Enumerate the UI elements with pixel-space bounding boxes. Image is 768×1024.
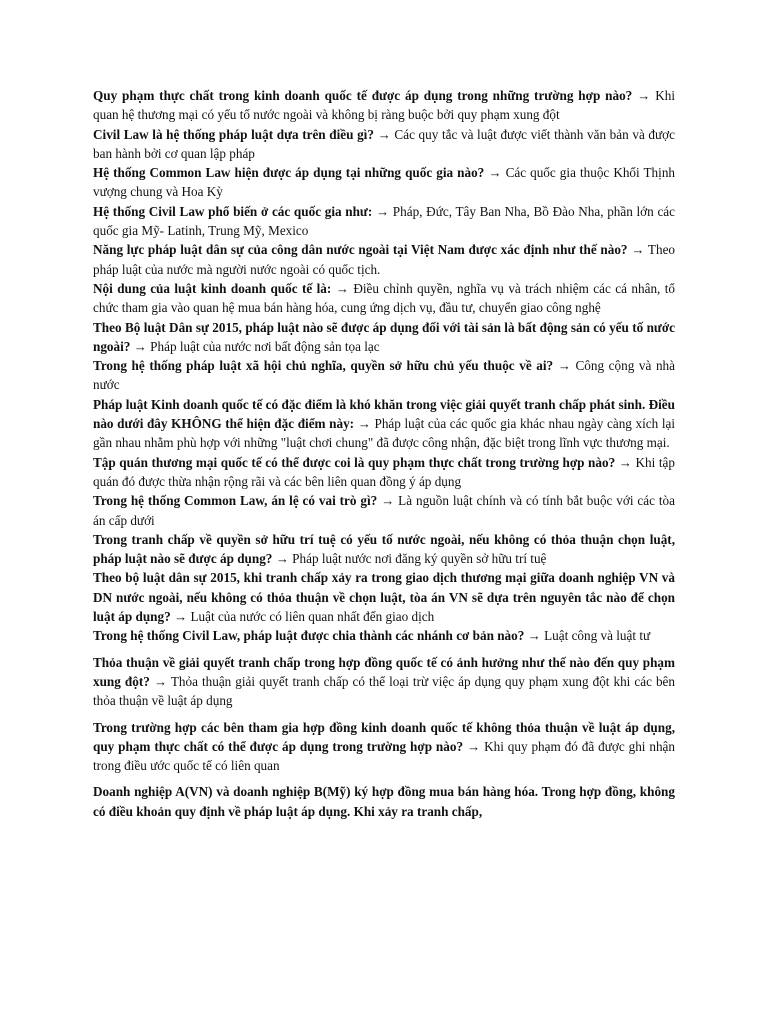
question-text: Năng lực pháp luật dân sự của công dân nước ngoài tại Việt Nam được xác định như thế nào?	[93, 242, 628, 258]
qa-item	[93, 163, 675, 202]
qa-item	[93, 491, 675, 530]
qa-item	[93, 568, 675, 626]
question-text: Theo bộ luật dân sự 2015, khi tranh chấp xảy ra trong giao dịch thương mại giữa doanh nghiệp VN và DN nước ngoài, nếu không có thỏa thuận về chọn luật, tòa án VN sẽ dựa trên nguyên tắc nào để chọn luật áp dụng?	[93, 570, 675, 625]
question-text: Nội dung của luật kinh doanh quốc tế là:	[93, 280, 332, 296]
qa-item	[93, 530, 675, 569]
question-text: Trong hệ thống pháp luật xã hội chủ nghĩa, quyền sở hữu chủ yếu thuộc về ai?	[93, 358, 554, 374]
answer-text: → Điều chỉnh quyền, nghĩa vụ và trách nhiệm các cá nhân, tổ chức tham gia vào quan hệ mua bán hàng hóa, cung ứng dịch vụ, đầu tư, chuyển giao công nghệ	[93, 280, 675, 316]
answer-text: → Pháp, Đức, Tây Ban Nha, Bồ Đào Nha, phần lớn các quốc gia Mỹ- Latinh, Trung Mỹ, Mexico	[93, 203, 676, 239]
question-text: Trong hệ thống Common Law, án lệ có vai trò gì?	[93, 493, 378, 509]
question-text: Thỏa thuận về giải quyết tranh chấp trong hợp đồng quốc tế có ảnh hưởng như thế nào đến quy phạm xung đột?	[93, 654, 675, 689]
qa-item	[93, 453, 675, 492]
question-text: Quy phạm thực chất trong kinh doanh quốc tế được áp dụng trong những trường hợp nào?	[93, 88, 633, 103]
question-text: Hệ thống Common Law hiện được áp dụng tại những quốc gia nào?	[93, 165, 485, 181]
answer-text: → Khi tập quán đó được thừa nhận rộng rãi và các bên liên quan đồng ý áp dụng	[93, 454, 675, 489]
question-text: Tập quán thương mại quốc tế có thể được coi là quy phạm thực chất trong trường hợp nào?	[93, 454, 616, 470]
answer-text: → Thỏa thuận giải quyết tranh chấp có thể loại trừ việc áp dụng quy phạm xung đột khi các bên thỏa thuận về luật áp dụng	[93, 673, 675, 709]
answer-text: → Theo pháp luật của nước mà người nước ngoài có quốc tịch.	[93, 242, 676, 277]
qa-item	[93, 653, 675, 711]
qa-item	[93, 125, 675, 164]
question-text: Pháp luật Kinh doanh quốc tế có đặc điểm là khó khăn trong việc giải quyết tranh chấp phát sinh. Điều nào dưới đây KHÔNG thể hiện đặc điểm này:	[93, 396, 675, 432]
document-body	[93, 86, 675, 821]
qa-item	[93, 626, 675, 645]
answer-text: → Luật của nước có liên quan nhất đến giao dịch	[174, 609, 435, 625]
qa-item	[93, 240, 675, 279]
answer-text: → Pháp luật của nước nơi bất động sản tọa lạc	[133, 338, 380, 354]
answer-text: → Khi quan hệ thương mại có yếu tố nước ngoài và không bị ràng buộc bởi quy phạm xung đột	[93, 88, 675, 123]
qa-item	[93, 782, 675, 821]
qa-item	[93, 718, 675, 776]
question-text: Trong tranh chấp về quyền sở hữu trí tuệ có yếu tố nước ngoài, nếu không có thỏa thuận chọn luật, pháp luật nào sẽ được áp dụng?	[93, 531, 675, 567]
answer-text: → Pháp luật nước nơi đăng ký quyền sở hữu trí tuệ	[275, 551, 547, 567]
answer-text: → Khi quy phạm đó đã được ghi nhận trong điều ước quốc tế có liên quan	[93, 738, 676, 774]
question-text: Civil Law là hệ thống pháp luật dựa trên điều gì?	[93, 126, 374, 142]
qa-item	[93, 318, 675, 357]
question-text: Hệ thống Civil Law phổ biến ở các quốc gia như:	[93, 203, 373, 219]
question-text: Trong hệ thống Civil Law, pháp luật được chia thành các nhánh cơ bản nào?	[93, 628, 525, 644]
question-text: Doanh nghiệp A(VN) và doanh nghiệp B(Mỹ) ký hợp đồng mua bán hàng hóa. Trong hợp đồng, không có điều khoản quy định về pháp luật áp dụng. Khi xảy ra tranh chấp,	[93, 784, 675, 819]
question-text: Theo Bộ luật Dân sự 2015, pháp luật nào sẽ được áp dụng đối với tài sản là bất động sản có yếu tố nước ngoài?	[93, 319, 675, 354]
qa-item	[93, 279, 675, 318]
qa-item	[93, 86, 675, 125]
answer-text: → Pháp luật của các quốc gia khác nhau ngày càng xích lại gần nhau nhằm phù hợp với những "luật chơi chung" đã được công nhận, đặc biệt trong lĩnh vực thương mại.	[93, 416, 676, 451]
answer-text: → Là nguồn luật chính và có tính bắt buộc với các tòa án cấp dưới	[93, 493, 675, 528]
answer-text: → Các quốc gia thuộc Khối Thịnh vượng chung và Hoa Kỳ	[93, 165, 676, 200]
qa-item	[93, 356, 675, 395]
answer-text: → Các quy tắc và luật được viết thành văn bản và được ban hành bởi cơ quan lập pháp	[93, 126, 676, 161]
question-text: Trong trường hợp các bên tham gia hợp đồng kinh doanh quốc tế không thỏa thuận về luật áp dụng, quy phạm thực chất có thể được áp dụng trong trường hợp nào?	[93, 719, 675, 754]
qa-item	[93, 202, 675, 241]
answer-text: → Công cộng và nhà nước	[93, 358, 675, 393]
answer-text: → Luật công và luật tư	[527, 628, 651, 644]
qa-item	[93, 395, 675, 453]
